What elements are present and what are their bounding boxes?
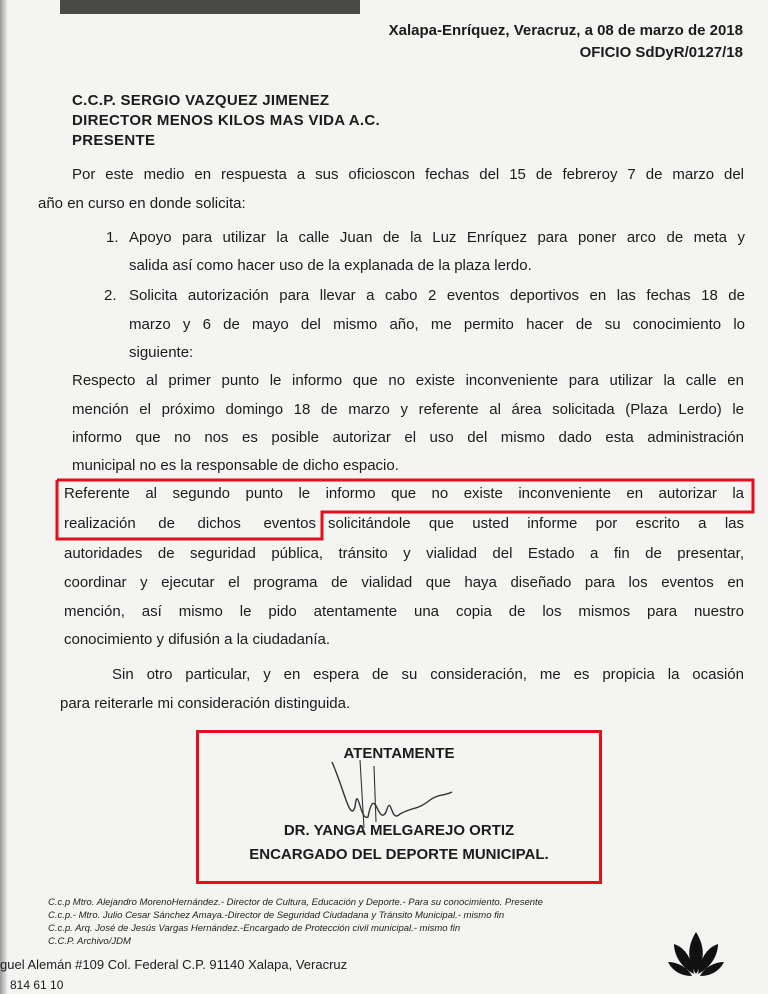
signatory-name: DR. YANGA MELGAREJO ORTIZ bbox=[283, 822, 515, 839]
request-1-line-2: salida así como hacer uso de la explanada de la plaza lerdo. bbox=[129, 257, 532, 274]
signature-scribble-icon bbox=[320, 752, 460, 832]
para2-line-3: autoridades de seguridad pública, tránsito y vialidad del Estado a fin de presentar, bbox=[64, 545, 744, 562]
para2-line-2b: solicitándole que usted informe por escrito a las bbox=[328, 515, 744, 532]
para1-line-3: informo que no nos es posible autorizar el uso del mismo dado esta administración bbox=[72, 429, 744, 446]
para1-line-1: Respecto al primer punto le informo que no existe inconveniente para utilizar la calle en bbox=[72, 372, 744, 389]
ccp-line-2: C.c.p.- Mtro. Julio Cesar Sánchez Amaya.-Director de Seguridad Ciudadana y Tránsito Municipal.- mismo fin bbox=[48, 910, 505, 921]
intro-line-1: Por este medio en respuesta a sus oficioscon fechas del 15 de febreroy 7 de marzo del bbox=[72, 166, 744, 183]
atentamente-label: ATENTAMENTE bbox=[343, 745, 455, 762]
oficio-number: OFICIO SdDyR/0127/18 bbox=[579, 44, 743, 61]
closing-line-1: Sin otro particular, y en espera de su consideración, me es propicia la ocasión bbox=[112, 666, 744, 683]
addressee-name: C.C.P. SERGIO VAZQUEZ JIMENEZ bbox=[72, 92, 330, 109]
footer-phone: 814 61 10 bbox=[10, 978, 64, 992]
request-2-line-1: Solicita autorización para llevar a cabo 2 eventos deportivos en las fechas 18 de bbox=[129, 287, 745, 304]
para1-line-4: municipal no es la responsable de dicho espacio. bbox=[72, 457, 399, 474]
intro-line-2: año en curso en donde solicita: bbox=[38, 195, 246, 212]
footer-address: guel Alemán #109 Col. Federal C.P. 91140 Xalapa, Veracruz bbox=[0, 957, 348, 972]
request-number-1: 1. bbox=[106, 229, 119, 246]
closing-line-2: para reiterarle mi consideración distinguida. bbox=[60, 695, 351, 712]
para1-line-2: mención el próximo domingo 18 de marzo y referente al área solicitada (Plaza Lerdo) le bbox=[72, 401, 744, 418]
request-1-line-1: Apoyo para utilizar la calle Juan de la Luz Enríquez para poner arco de meta y bbox=[129, 229, 745, 246]
request-number-2: 2. bbox=[104, 287, 117, 304]
para2-line-6: conocimiento y difusión a la ciudadanía. bbox=[64, 631, 331, 648]
para2-line-4: coordinar y ejecutar el programa de vialidad que haya diseñado para los eventos en bbox=[64, 574, 744, 591]
para2-line-1: Referente al segundo punto le informo que no existe inconveniente en autorizar la bbox=[64, 485, 744, 502]
lotus-logo-icon bbox=[668, 922, 724, 982]
para2-line-5: mención, así mismo le pido atentamente una copia de los mismos para nuestro bbox=[64, 603, 744, 620]
request-2-line-2: marzo y 6 de mayo del mismo año, me permito hacer de su conocimiento lo bbox=[129, 316, 745, 333]
addressee-role: DIRECTOR MENOS KILOS MAS VIDA A.C. bbox=[72, 112, 380, 129]
ccp-line-1: C.c.p Mtro. Alejandro MorenoHernández.- Director de Cultura, Educación y Deporte.- Para su conocimiento. Presente bbox=[48, 897, 543, 908]
request-2-line-3: siguiente: bbox=[129, 344, 194, 361]
ccp-line-4: C.C.P. Archivo/JDM bbox=[48, 936, 131, 947]
addressee-presente: PRESENTE bbox=[72, 132, 156, 149]
signatory-title: ENCARGADO DEL DEPORTE MUNICIPAL. bbox=[249, 846, 549, 863]
date-line: Xalapa-Enríquez, Veracruz, a 08 de marzo de 2018 bbox=[388, 22, 743, 39]
para2-line-2a: realización de dichos eventos bbox=[64, 515, 316, 532]
ccp-line-3: C.c.p. Arq. José de Jesús Vargas Hernández.-Encargado de Protección civil municipal.- mismo fin bbox=[48, 923, 461, 934]
